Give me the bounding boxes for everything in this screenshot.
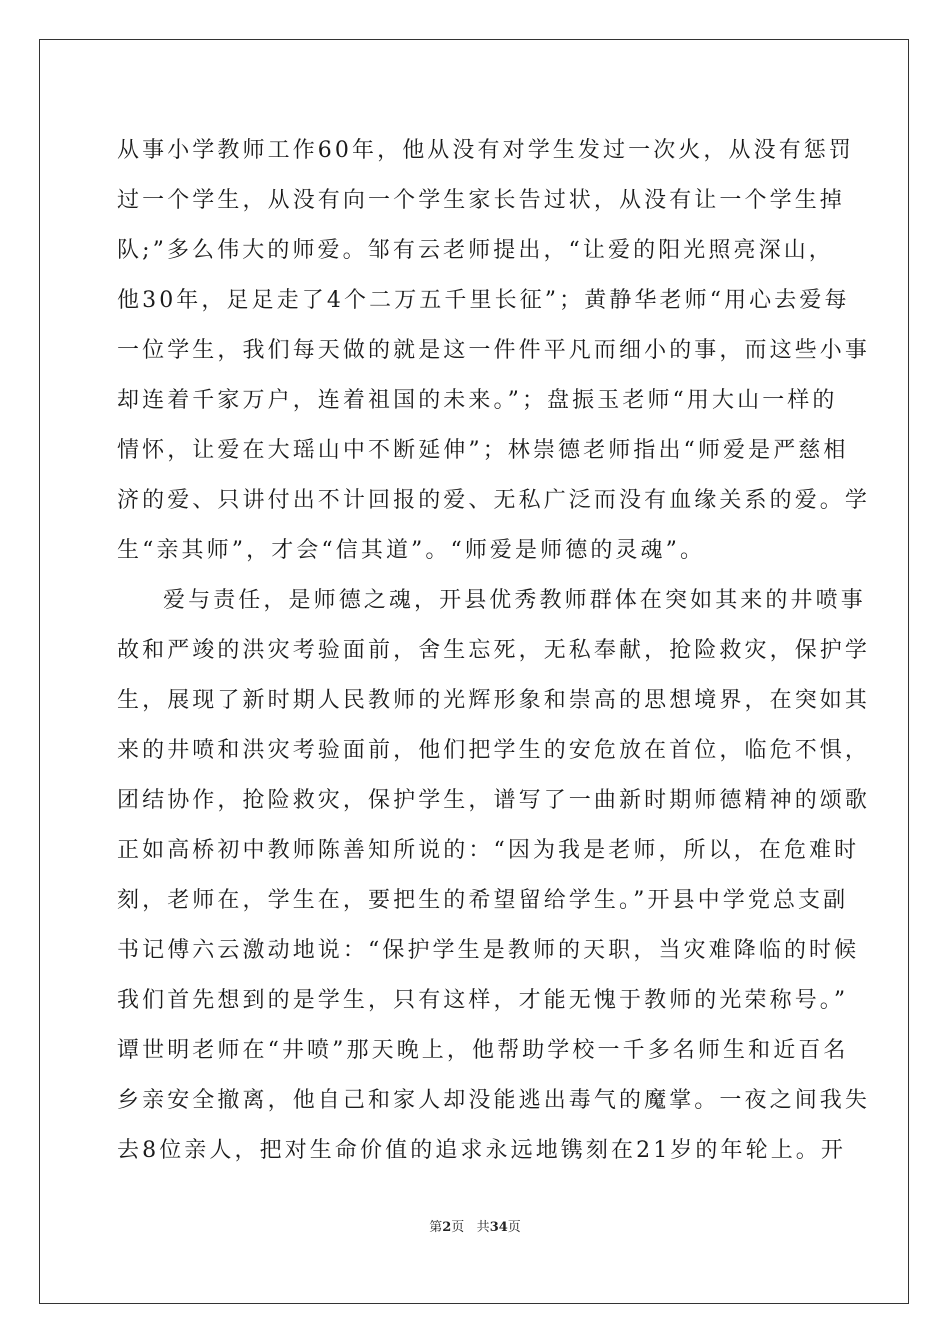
- text-line: 生，展现了新时期人民教师的光辉形象和崇高的思想境界，在突如其: [117, 688, 871, 713]
- text-line: 乡亲安全撤离，他自己和家人却没能逃出毒气的魔掌。一夜之间我失: [117, 1088, 871, 1113]
- text-line: 情怀，让爱在大瑶山中不断延伸”；林崇德老师指出“师爱是严慈相: [117, 438, 849, 463]
- text-line: 正如高桥初中教师陈善知所说的：“因为我是老师，所以，在危难时: [117, 838, 860, 863]
- text-line: 去8位亲人，把对生命价值的追求永远地镌刻在21岁的年轮上。开: [117, 1138, 846, 1163]
- text-line: 却连着千家万户，连着祖国的未来。”；盘振玉老师“用大山一样的: [117, 388, 838, 413]
- text-line: 来的井喷和洪灾考验面前，他们把学生的安危放在首位，临危不惧，: [117, 738, 871, 763]
- text-line: 济的爱、只讲付出不计回报的爱、无私广泛而没有血缘关系的爱。学: [117, 488, 871, 513]
- text-line: 一位学生，我们每天做的就是这一件件平凡而细小的事，而这些小事: [117, 338, 871, 363]
- page-footer: [0, 1218, 950, 1238]
- page-suffix: 页: [451, 1220, 465, 1235]
- text-line: 从事小学教师工作60年，他从没有对学生发过一次火，从没有惩罚: [117, 138, 854, 163]
- text-line: 队;”多么伟大的师爱。邹有云老师提出，“让爱的阳光照亮深山，: [117, 238, 834, 263]
- text-line: 书记傅六云激动地说：“保护学生是教师的天职，当灾难降临的时候: [117, 938, 860, 963]
- text-line: 他30年，足足走了4个二万五千里长征”；黄静华老师“用心去爱每: [117, 288, 850, 313]
- text-line: 生“亲其师”，才会“信其道”。“师爱是师德的灵魂”。: [117, 538, 706, 563]
- text-line: 过一个学生，从没有向一个学生家长告过状，从没有让一个学生掉: [117, 188, 845, 213]
- text-line: 故和严竣的洪灾考验面前，舍生忘死，无私奉献，抢险救灾，保护学: [117, 638, 871, 663]
- text-line: 谭世明老师在“井喷”那天晚上，他帮助学校一千多名师生和近百名: [117, 1038, 849, 1063]
- total-prefix: 共: [476, 1220, 490, 1235]
- total-pages: 34: [489, 1220, 508, 1235]
- page-number: 2: [442, 1220, 452, 1235]
- text-line: 团结协作，抢险救灾，保护学生，谱写了一曲新时期师德精神的颂歌: [117, 788, 871, 813]
- total-suffix: 页: [507, 1220, 521, 1235]
- paragraph-first-line: 爱与责任，是师德之魂，开县优秀教师群体在突如其来的井喷事: [163, 588, 866, 613]
- text-line: 刻，老师在，学生在，要把生的希望留给学生。”开县中学党总支副: [117, 888, 849, 913]
- page-prefix: 第: [429, 1220, 443, 1235]
- text-line: 我们首先想到的是学生，只有这样，才能无愧于教师的光荣称号。”: [117, 988, 849, 1013]
